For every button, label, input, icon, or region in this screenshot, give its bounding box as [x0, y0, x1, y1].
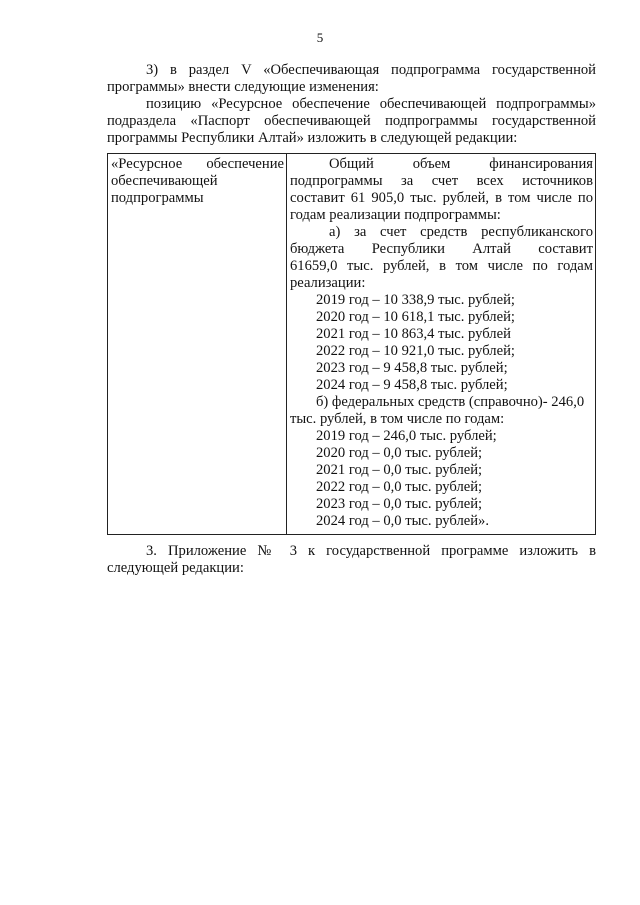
- intro-paragraph: [107, 62, 596, 147]
- intro-line-1: 3) в раздел V «Обеспечивающая подпрограмма государственной: [146, 62, 596, 78]
- label-line: «Ресурсное обеспечение: [111, 156, 284, 172]
- federal-year-line: 2020 год – 0,0 тыс. рублей;: [316, 445, 483, 461]
- federal-year-line: 2019 год – 246,0 тыс. рублей;: [316, 428, 497, 444]
- federal-year-line: 2023 год – 0,0 тыс. рублей;: [316, 496, 483, 512]
- intro-line-3: позицию «Ресурсное обеспечение обеспечивающей подпрограммы»: [146, 96, 596, 112]
- regional-year-line: 2020 год – 10 618,1 тыс. рублей;: [316, 309, 515, 325]
- regional-line: 61659,0 тыс. рублей, в том числе по годам: [290, 258, 593, 274]
- regional-year-line: 2019 год – 10 338,9 тыс. рублей;: [316, 292, 515, 308]
- table-label-cell: [108, 154, 287, 535]
- federal-year-line: 2021 год – 0,0 тыс. рублей;: [316, 462, 483, 478]
- regional-year-line: 2024 год – 9 458,8 тыс. рублей;: [316, 377, 508, 393]
- intro-line-5: программы Республики Алтай» изложить в следующей редакции:: [107, 130, 518, 146]
- total-line: подпрограммы за счет всех источников: [290, 173, 593, 189]
- label-line: обеспечивающей: [111, 173, 218, 189]
- table-row: [108, 154, 596, 535]
- regional-line: реализации:: [290, 275, 366, 291]
- federal-year-line: 2024 год – 0,0 тыс. рублей».: [316, 513, 489, 529]
- total-line: годам реализации подпрограммы:: [290, 207, 501, 223]
- total-line: составит 61 905,0 тыс. рублей, в том числе по: [290, 190, 593, 206]
- federal-line: тыс. рублей, в том числе по годам:: [290, 411, 505, 427]
- intro-line-4: подраздела «Паспорт обеспечивающей подпрограммы государственной: [107, 113, 596, 129]
- table-content-cell: [287, 154, 596, 535]
- appendix-line-1: 3. Приложение № 3 к государственной программе изложить в: [146, 543, 596, 559]
- intro-line-2: программы» внести следующие изменения:: [107, 79, 379, 95]
- appendix-line-2: следующей редакции:: [107, 560, 244, 576]
- regional-line: а) за счет средств республиканского: [329, 224, 593, 240]
- appendix-paragraph: [107, 543, 596, 577]
- federal-line: б) федеральных средств (справочно)- 246,0: [316, 394, 585, 410]
- regional-year-line: 2021 год – 10 863,4 тыс. рублей: [316, 326, 511, 342]
- page-number: 5: [316, 30, 324, 45]
- label-line: подпрограммы: [111, 190, 204, 206]
- resource-table: [107, 153, 596, 535]
- federal-year-line: 2022 год – 0,0 тыс. рублей;: [316, 479, 483, 495]
- total-line: Общий объем финансирования: [329, 156, 593, 172]
- regional-year-line: 2023 год – 9 458,8 тыс. рублей;: [316, 360, 508, 376]
- regional-line: бюджета Республики Алтай составит: [290, 241, 593, 257]
- regional-year-line: 2022 год – 10 921,0 тыс. рублей;: [316, 343, 515, 359]
